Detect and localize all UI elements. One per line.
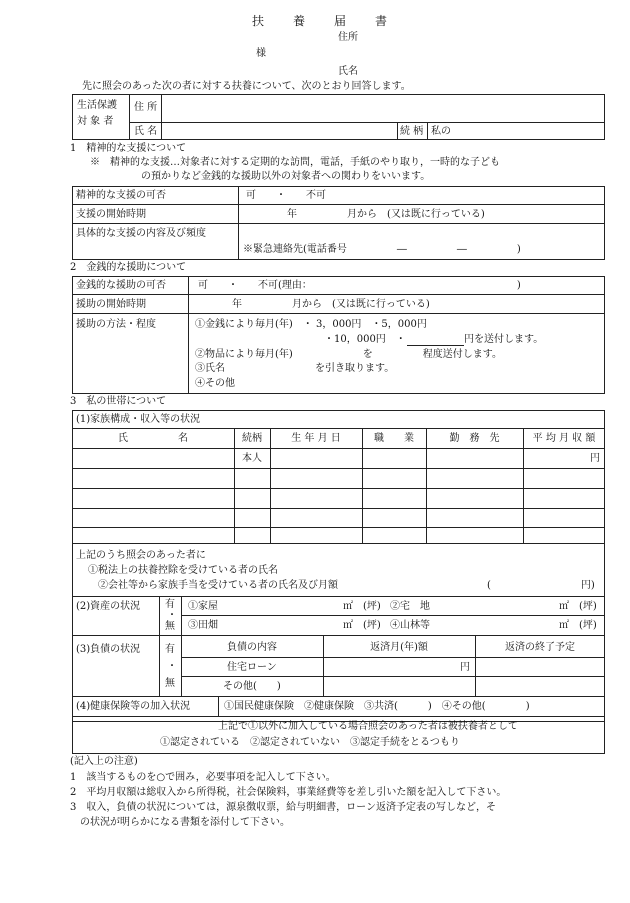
form-title-char: 扶 [252, 14, 265, 28]
form-title-char: 書 [375, 14, 388, 28]
column-header: 生 年 月 日 [291, 433, 341, 444]
section-2-heading: 2 金銭的な援助について [70, 262, 187, 273]
asset-item: ④山林等 [390, 620, 430, 631]
note-line: 2 平均月収額は総収入から所得税，社会保険料，事業経費等を差し引いた額を記入して下さい。 [70, 787, 507, 798]
debts-yesno: 有 [165, 644, 175, 655]
column-header: 平 均 月 収 額 [532, 433, 596, 444]
addressee-sama: 様 [256, 48, 266, 59]
debts-label: (3)負債の状況 [76, 644, 141, 655]
debt-header: 負債の内容 [227, 642, 277, 653]
asset-item: ②宅 地 [390, 601, 430, 612]
debt-row: 住宅ローン [227, 662, 277, 673]
asset-unit: ㎡ (坪) [559, 601, 597, 612]
asset-item: ③田畑 [188, 620, 218, 631]
debt-row: その他( ) [223, 681, 281, 692]
subject-address-label: 住 所 [134, 102, 158, 113]
note-line: 3 収入，負債の状況については，源泉徴収票，給与明細書，ローン返済予定表の写しなど，そ [70, 802, 496, 813]
subject-name-label: 氏 名 [134, 126, 158, 137]
method-line: ④その他 [195, 378, 235, 389]
assets-yesno: ・ [167, 610, 177, 621]
debts-yesno: ・ [167, 661, 177, 672]
column-header: 勤 務 先 [449, 433, 500, 444]
method-line: 円を送付します。 [464, 334, 544, 345]
relation-self: 本人 [242, 453, 262, 464]
note-line: の状況が明らかになる書類を添付して下さい。 [70, 817, 290, 828]
method-line: ②物品により毎月(年) を 程度送付します。 [195, 349, 503, 360]
asset-unit: ㎡ (坪) [343, 620, 381, 631]
dependents-item: ①税法上の扶養控除を受けている者の氏名 [88, 565, 278, 576]
assets-yesno: 無 [165, 621, 175, 632]
subject-label: 対 象 者 [77, 116, 114, 127]
column-header: 氏 名 [118, 433, 188, 444]
family-heading: (1)家族構成・収入等の状況 [76, 414, 201, 425]
section-1-heading: 1 精神的な支援について [70, 143, 187, 154]
subject-relation-value: 私の [431, 126, 451, 137]
column-header: 続柄 [242, 433, 262, 444]
table-label: 援助の方法・程度 [76, 319, 156, 330]
method-line: ・10，000円 ・ [324, 334, 406, 345]
table-label: 具体的な支援の内容及び頻度 [76, 228, 206, 239]
emergency-contact: ※緊急連絡先(電話番号 ― ― ) [243, 244, 521, 255]
notes-heading: (記入上の注意) [70, 756, 138, 767]
debts-yesno: 無 [165, 678, 175, 689]
asset-unit: ㎡ (坪) [559, 620, 597, 631]
table-value: 年 月から (又は既に行っている) [287, 209, 485, 220]
table-label: 精神的な支援の可否 [76, 190, 166, 201]
method-line: ③氏名 を引き取ります。 [195, 363, 395, 374]
method-line: ①金銭により毎月(年) ・ 3，000円 ・5，000円 [195, 319, 427, 330]
section-1-note: の預かりなど金銭的な援助以外の対象者への関わりをいいます。 [141, 171, 431, 182]
column-header: 職 業 [374, 433, 414, 444]
insurance-note: 上記で①以外に加入している場合照会のあった者は被扶養者として [218, 721, 518, 732]
amount-blank [407, 345, 464, 346]
assets-label: (2)資産の状況 [76, 601, 141, 612]
responder-name-label: 氏名 [338, 66, 358, 77]
subject-relation-label: 続 柄 [400, 126, 424, 137]
dependents-amount: ( 円) [487, 580, 595, 591]
debt-header: 返済月(年)額 [370, 642, 428, 653]
table-value: 可 ・ 不可(理由： ) [198, 280, 521, 291]
responder-address-label: 住所 [338, 32, 358, 43]
debt-header: 返済の終了予定 [505, 642, 575, 653]
debt-yen: 円 [460, 662, 470, 673]
section-3-heading: 3 私の世帯について [70, 396, 167, 407]
intro-text: 先に照会のあった次の者に対する扶養について、次のとおり回答します。 [82, 81, 411, 92]
insurance-label: (4)健康保険等の加入状況 [76, 701, 191, 712]
table-label: 支援の開始時期 [76, 209, 146, 220]
asset-unit: ㎡ (坪) [343, 601, 381, 612]
asset-item: ①家屋 [188, 601, 218, 612]
insurance-options: ①国民健康保険 ②健康保険 ③共済( ) ④その他( ) [224, 701, 530, 712]
table-value: 年 月から (又は既に行っている) [232, 299, 430, 310]
form-title-char: 届 [334, 14, 347, 28]
subject-label: 生活保護 [77, 100, 117, 111]
dependents-item: ②会社等から家族手当を受けている者の氏名及び月額 [98, 580, 338, 591]
table-value: 可 ・ 不可 [246, 190, 326, 201]
assets-yesno: 有 [165, 599, 175, 610]
table-label: 援助の開始時期 [76, 299, 146, 310]
section-1-note: ※ 精神的な支援…対象者に対する定期的な訪問，電話，手紙のやり取り，一時的な子ども [90, 157, 500, 168]
dependents-intro: 上記のうち照会のあった者に [76, 550, 206, 561]
insurance-choices: ①認定されている ②認定されていない ③認定手続をとるつもり [160, 737, 460, 748]
table-label: 金銭的な援助の可否 [76, 280, 166, 291]
note-line: 1 該当するものを○で囲み，必要事項を記入して下さい。 [70, 772, 336, 783]
form-title-char: 養 [293, 14, 306, 28]
yen-unit: 円 [590, 453, 600, 464]
